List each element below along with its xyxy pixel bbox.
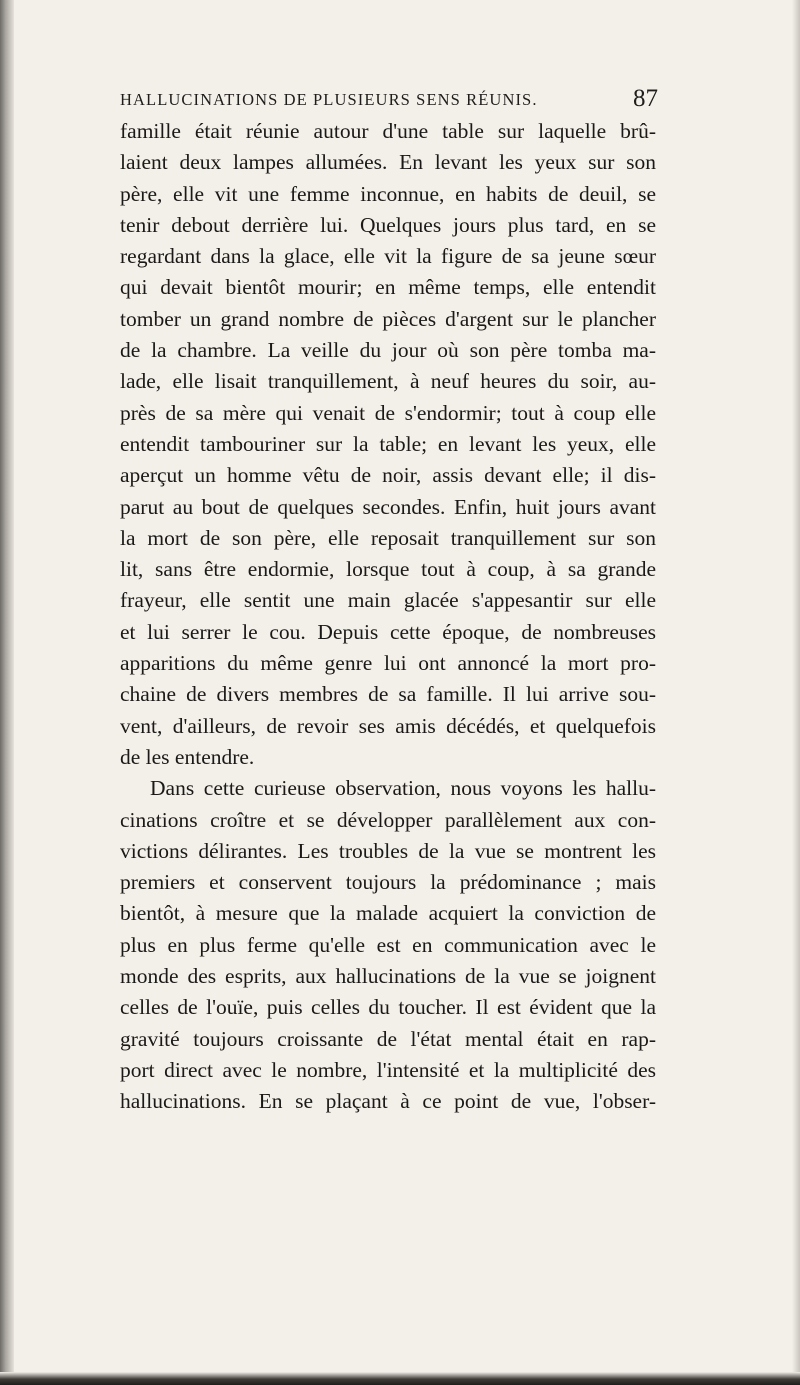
text-line: monde des esprits, aux hallucinations de la vue se joignent bbox=[120, 964, 656, 989]
text-line: laient deux lampes allumées. En levant les yeux sur son bbox=[120, 150, 656, 175]
text-line-paragraph-start: Dans cette curieuse observation, nous voyons les hallu- bbox=[150, 776, 656, 801]
page-bottom-edge bbox=[0, 1372, 800, 1385]
running-title: HALLUCINATIONS DE PLUSIEURS SENS RÉUNIS. bbox=[120, 90, 538, 109]
text-line: et lui serrer le cou. Depuis cette époque, de nombreuses bbox=[120, 619, 656, 644]
binding-gutter bbox=[0, 0, 14, 1385]
text-line: port direct avec le nombre, l'intensité et la multiplicité des bbox=[120, 1057, 656, 1082]
text-line: gravité toujours croissante de l'état mental était en rap- bbox=[120, 1026, 656, 1051]
text-line: cinations croître et se développer parallèlement aux con- bbox=[120, 807, 656, 832]
text-line: celles de l'ouïe, puis celles du toucher. Il est évident que la bbox=[120, 995, 656, 1020]
text-line: premiers et conservent toujours la prédominance ; mais bbox=[120, 870, 656, 895]
page-header bbox=[118, 86, 658, 116]
text-line: victions délirantes. Les troubles de la vue se montrent les bbox=[120, 838, 656, 863]
text-line: près de sa mère qui venait de s'endormir; tout à coup elle bbox=[120, 400, 656, 425]
text-line: hallucinations. En se plaçant à ce point de vue, l'obser- bbox=[120, 1089, 656, 1114]
text-line: plus en plus ferme qu'elle est en communication avec le bbox=[120, 932, 656, 957]
text-line: tomber un grand nombre de pièces d'argent sur le plancher bbox=[120, 306, 656, 331]
text-line: tenir debout derrière lui. Quelques jours plus tard, en se bbox=[120, 212, 656, 237]
text-line: regardant dans la glace, elle vit la figure de sa jeune sœur bbox=[120, 244, 656, 269]
body-text bbox=[120, 116, 656, 1118]
text-line: apparitions du même genre lui ont annoncé la mort pro- bbox=[120, 651, 656, 676]
text-line: la mort de son père, elle reposait tranquillement sur son bbox=[120, 525, 656, 550]
page-number: 87 bbox=[633, 85, 658, 112]
text-line: frayeur, elle sentit une main glacée s'appesantir sur elle bbox=[120, 588, 656, 613]
text-line: lade, elle lisait tranquillement, à neuf heures du soir, au- bbox=[120, 369, 656, 394]
text-line: entendit tambouriner sur la table; en levant les yeux, elle bbox=[120, 431, 656, 456]
text-line: famille était réunie autour d'une table sur laquelle brû- bbox=[120, 119, 656, 143]
text-line: aperçut un homme vêtu de noir, assis devant elle; il dis- bbox=[120, 463, 656, 488]
page-right-edge bbox=[792, 0, 800, 1385]
text-line: qui devait bientôt mourir; en même temps, elle entendit bbox=[120, 275, 656, 300]
text-line: lit, sans être endormie, lorsque tout à coup, à sa grande bbox=[120, 557, 656, 582]
text-line: de la chambre. La veille du jour où son père tomba ma- bbox=[120, 338, 656, 363]
text-line: parut au bout de quelques secondes. Enfin, huit jours avant bbox=[120, 494, 656, 519]
text-line: vent, d'ailleurs, de revoir ses amis décédés, et quelquefois bbox=[120, 713, 656, 738]
text-line: chaine de divers membres de sa famille. Il lui arrive sou- bbox=[120, 682, 656, 707]
text-line: bientôt, à mesure que la malade acquiert la conviction de bbox=[120, 901, 656, 926]
text-line-paragraph-end: de les entendre. bbox=[120, 744, 255, 769]
text-line: père, elle vit une femme inconnue, en habits de deuil, se bbox=[120, 181, 656, 206]
